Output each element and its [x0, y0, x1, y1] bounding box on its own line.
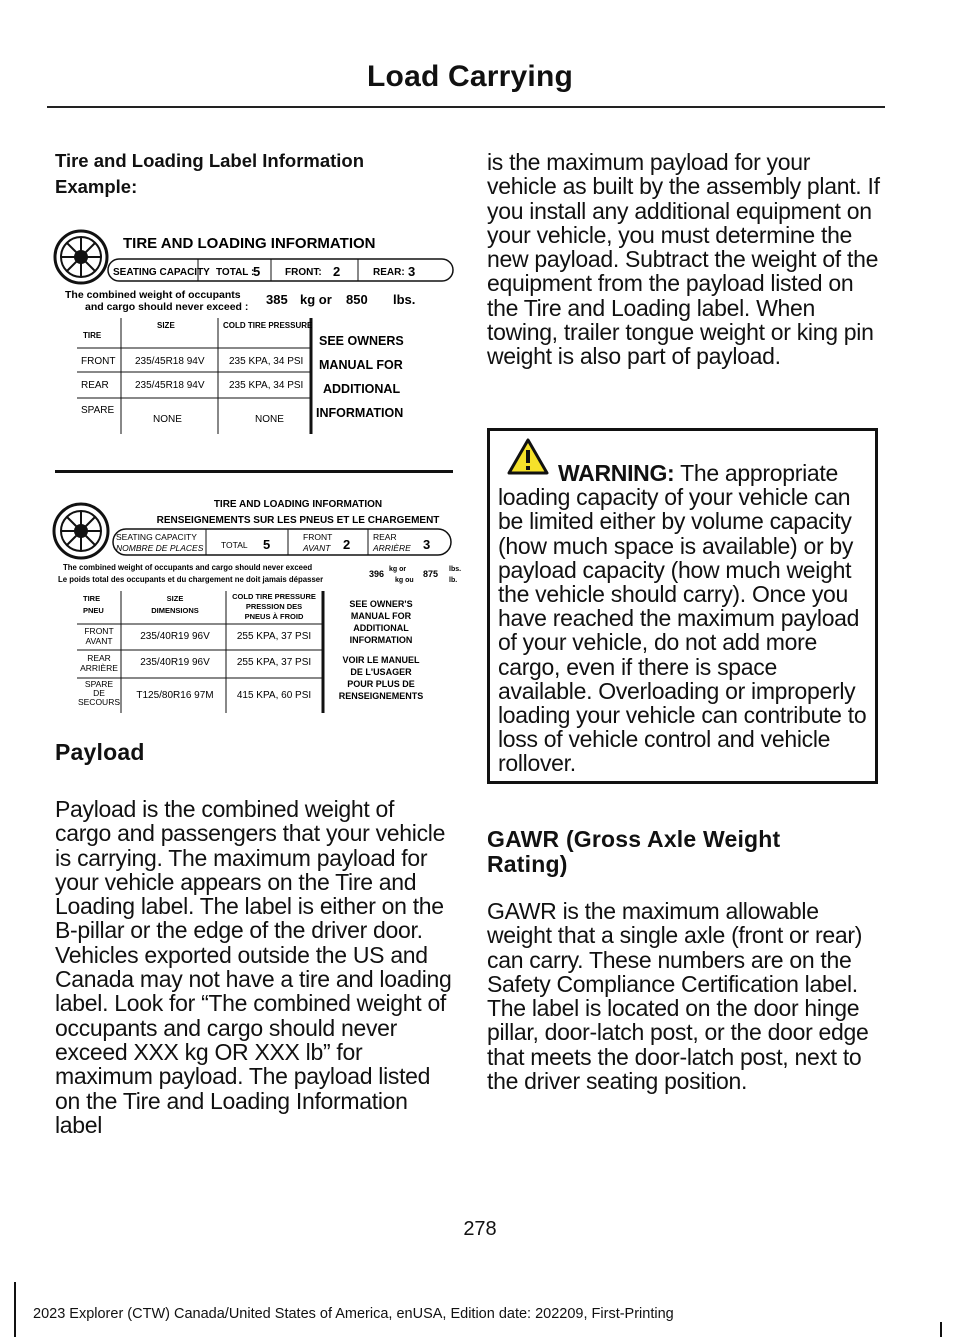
- label2-total-label: TOTAL: [221, 540, 248, 550]
- label1-see-2: MANUAL FOR: [319, 358, 403, 372]
- label2-lb-unit: lb.: [449, 577, 458, 584]
- svg-text:255 KPA, 37 PSI: 255 KPA, 37 PSI: [236, 657, 312, 668]
- label1-col-size: SIZE: [157, 321, 175, 330]
- svg-text:235/45R18 94V: 235/45R18 94V: [135, 356, 205, 367]
- svg-text:SECOURS: SECOURS: [77, 697, 121, 707]
- svg-text:ARRIÈRE: ARRIÈRE: [80, 663, 118, 673]
- svg-text:235/40R19 96V: 235/40R19 96V: [140, 657, 210, 668]
- label1-total-label: TOTAL :: [216, 267, 255, 278]
- label2-row: [80, 653, 311, 673]
- tire-icon: [54, 504, 108, 558]
- label1-see-4: INFORMATION: [316, 406, 404, 420]
- label1-col-pressure: COLD TIRE PRESSURE: [223, 321, 313, 330]
- tire-icon: [55, 231, 107, 283]
- payload-heading: Payload: [55, 739, 145, 765]
- svg-text:FRONT: FRONT: [81, 356, 116, 367]
- tire-loading-label-example-1: [53, 222, 455, 438]
- svg-text:VOIR LE MANUEL: VOIR LE MANUEL: [342, 655, 420, 665]
- label2-total: 5: [263, 537, 271, 552]
- label2-col-size-fr: DIMENSIONS: [151, 606, 199, 615]
- label2-col-size: SIZE: [166, 594, 184, 603]
- page-number: 278: [463, 1218, 497, 1240]
- page-header-title: Load Carrying: [367, 60, 573, 93]
- svg-text:255 KPA, 37 PSI: 255 KPA, 37 PSI: [236, 631, 312, 642]
- svg-text:DE: DE: [93, 688, 105, 698]
- label1-rear: 3: [408, 264, 416, 279]
- svg-text:NONE: NONE: [255, 414, 284, 425]
- label2-row: [84, 626, 311, 646]
- svg-text:NONE: NONE: [153, 414, 182, 425]
- tire-loading-label-example-2: [53, 493, 462, 721]
- svg-text:POUR PLUS DE: POUR PLUS DE: [347, 679, 415, 689]
- svg-text:DE L'USAGER: DE L'USAGER: [350, 667, 412, 677]
- svg-text:SPARE: SPARE: [84, 679, 114, 689]
- svg-text:MANUAL FOR: MANUAL FOR: [350, 611, 412, 621]
- gawr-section: [487, 827, 882, 1093]
- label2-see-block: [339, 599, 424, 701]
- svg-text:SPARE: SPARE: [81, 405, 115, 416]
- payload-continued-paragraph: is the maximum payload for your vehicle as built by the assembly plant. If you install any additional equipment on your vehicle, you must determine the new payload. Subtract the weight of the equipment from the payload listed on the Tire and Loading label. When towing, trailer tongue weight or king pin weight is also part of payload.: [487, 149, 880, 370]
- label2-title: TIRE AND LOADING INFORMATION: [213, 499, 383, 510]
- label-info-heading: Tire and Loading Label Information: [55, 150, 365, 171]
- svg-text:FRONT: FRONT: [84, 626, 114, 636]
- gawr-heading: GAWR (Gross Axle Weight Rating): [487, 826, 781, 877]
- svg-text:REAR: REAR: [81, 380, 109, 391]
- label1-row: [81, 356, 303, 367]
- label2-col-tire: TIRE: [83, 594, 101, 603]
- label2-col-tire-fr: PNEU: [83, 606, 104, 615]
- label1-row: [81, 405, 284, 425]
- label1-front: 2: [333, 264, 341, 279]
- warning-text: [498, 461, 873, 776]
- label2-lbs-unit: lbs.: [449, 566, 462, 573]
- label2-lbs-value: 875: [423, 569, 439, 579]
- payload-continued: [487, 150, 882, 369]
- label2-col-pressure-2: PRESSION DES: [245, 602, 303, 611]
- label2-kg-value: 396: [369, 569, 385, 579]
- label2-rear-label: REAR: [373, 532, 397, 542]
- label2-kg-ou: kg ou: [395, 577, 414, 584]
- label2-front: 2: [343, 537, 351, 552]
- label2-combined-fr: Le poids total des occupants et du chargement ne doit jamais dépasser: [58, 575, 324, 584]
- label1-lbs-unit: lbs.: [393, 292, 416, 307]
- label2-col-pressure-3: PNEUS À FROID: [244, 612, 304, 621]
- footer-text: 2023 Explorer (CTW) Canada/United States of America, enUSA, Edition date: 202209, First-Printing: [33, 1306, 674, 1322]
- label1-see-1: SEE OWNERS: [319, 334, 404, 348]
- label1-rear-label: REAR:: [373, 267, 405, 278]
- svg-text:235/45R18 94V: 235/45R18 94V: [135, 380, 205, 391]
- header-rule: [47, 106, 885, 108]
- label2-rear: 3: [423, 537, 431, 552]
- svg-text:INFORMATION: INFORMATION: [349, 635, 413, 645]
- label2-seating-capacity: SEATING CAPACITY: [116, 532, 197, 542]
- label-divider: [55, 470, 453, 473]
- warning-body: The appropriate loading capacity of your vehicle can be limited either by volume capacity (how much space is available) or by payload capacity (how much weight the vehicle should carry). Once you have reached the maximum payload of your vehicle, do not add more cargo, even if there is space available. Overloading or improperly loading your vehicle can contribute to loss of vehicle control and vehicle rollover.: [498, 460, 867, 777]
- crop-mark: [14, 1282, 16, 1337]
- label1-col-tire: TIRE: [83, 331, 102, 340]
- label2-front-label-fr: AVANT: [303, 543, 331, 553]
- svg-text:415 KPA, 60 PSI: 415 KPA, 60 PSI: [236, 690, 312, 701]
- payload-section: [55, 740, 455, 1137]
- example-heading: Example:: [55, 176, 138, 197]
- svg-text:235 KPA, 34 PSI: 235 KPA, 34 PSI: [229, 356, 304, 367]
- svg-text:AVANT: AVANT: [85, 636, 113, 646]
- label1-lbs-value: 850: [346, 292, 368, 307]
- label1-kg-or: kg or: [300, 292, 332, 307]
- label2-rear-label-fr: ARRIÈRE: [373, 543, 411, 553]
- label1-total: 5: [253, 264, 261, 279]
- label1-combined-line1: The combined weight of occupants: [65, 289, 241, 301]
- label2-front-label: FRONT: [303, 532, 333, 542]
- warning-box: [487, 428, 878, 784]
- label2-combined-en: The combined weight of occupants and cargo should never exceed: [63, 563, 313, 572]
- label1-seating-capacity: SEATING CAPACITY: [113, 267, 210, 278]
- label1-front-label: FRONT:: [285, 267, 322, 278]
- left-intro: [55, 149, 455, 198]
- warning-label: WARNING:: [558, 460, 675, 486]
- label2-seating-capacity-fr: NOMBRE DE PLACES: [116, 543, 204, 553]
- crop-mark: [940, 1322, 942, 1337]
- label2-row: [78, 679, 311, 707]
- label1-kg-value: 385: [266, 292, 288, 307]
- svg-text:REAR: REAR: [87, 653, 111, 663]
- svg-text:SEE OWNER'S: SEE OWNER'S: [349, 599, 413, 609]
- svg-text:RENSEIGNEMENTS: RENSEIGNEMENTS: [338, 691, 424, 701]
- label1-see-3: ADDITIONAL: [323, 382, 401, 396]
- label1-combined-line2: and cargo should never exceed :: [85, 301, 249, 313]
- label2-kg-or: kg or: [389, 566, 407, 573]
- label2-title-fr: RENSEIGNEMENTS SUR LES PNEUS ET LE CHARGEMENT: [156, 515, 440, 526]
- payload-paragraph: Payload is the combined weight of cargo and passengers that your vehicle is carrying. The maximum payload for your vehicle appears on the Tire and Loading label. The label is either on the B-pillar or the edge of the driver door. Vehicles exported outside the US and Canada may not have a tire and loading label. Look for “The combined weight of occupants and cargo should never exceed XXX kg OR XXX lb” for maximum payload. The payload listed on the Tire and Loading Information label: [55, 796, 452, 1138]
- label1-row: [81, 380, 303, 391]
- svg-text:ADDITIONAL: ADDITIONAL: [353, 623, 409, 633]
- gawr-paragraph: GAWR is the maximum allowable weight that a single axle (front or rear) can carry. These numbers are on the Safety Compliance Certification label. The label is located on the door hinge pillar, door-latch post, or the door edge that meets the door-latch post, next to the driver seating position.: [487, 898, 869, 1095]
- label1-title: TIRE AND LOADING INFORMATION: [123, 235, 376, 252]
- svg-text:235/40R19 96V: 235/40R19 96V: [140, 631, 210, 642]
- svg-text:T125/80R16 97M: T125/80R16 97M: [136, 690, 214, 701]
- label2-col-pressure-1: COLD TIRE PRESSURE: [232, 592, 316, 601]
- svg-text:235 KPA, 34 PSI: 235 KPA, 34 PSI: [229, 380, 304, 391]
